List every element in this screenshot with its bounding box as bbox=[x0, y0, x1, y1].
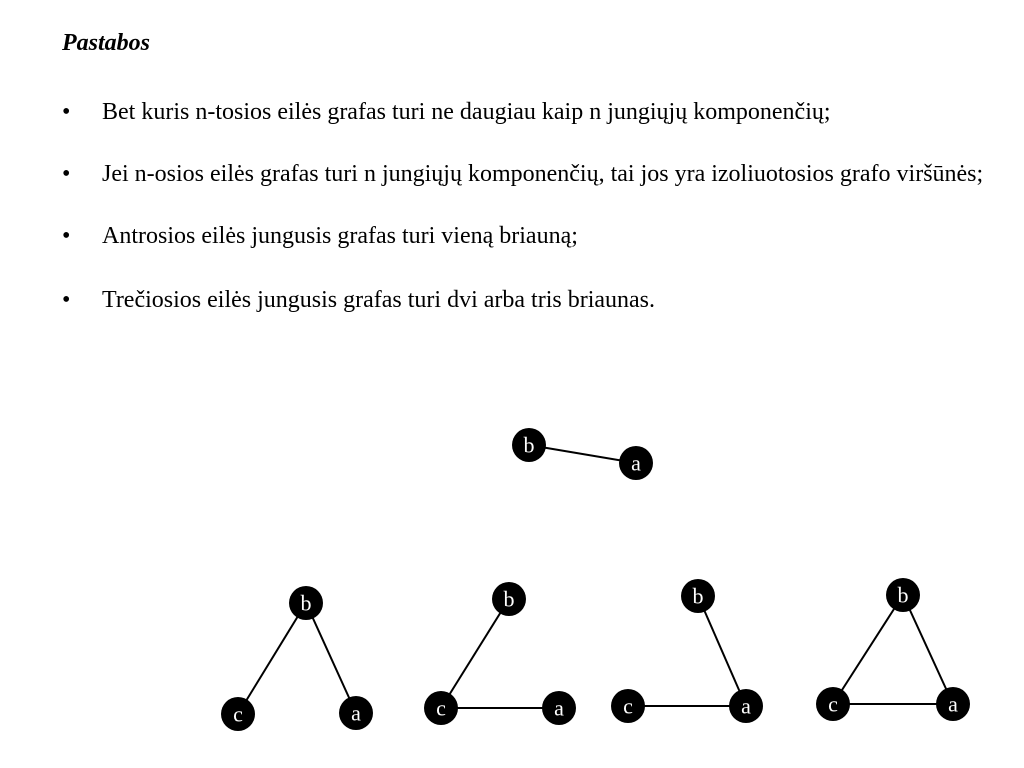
graph-node-label: b bbox=[692, 583, 704, 609]
graph-node-label: c bbox=[623, 693, 633, 719]
graph-node-label: a bbox=[351, 700, 361, 726]
graph-edge-b-c bbox=[238, 603, 306, 714]
bullet-dot: • bbox=[62, 161, 71, 187]
bullet-dot: • bbox=[62, 223, 71, 249]
graph-node-label: b bbox=[897, 582, 909, 608]
bullet-text: Antrosios eilės jungusis grafas turi vieną briauną; bbox=[102, 223, 578, 249]
graph-node-label: b bbox=[523, 432, 535, 458]
graph-1 bbox=[512, 428, 653, 480]
graph-edge-b-c bbox=[441, 599, 509, 708]
graph-node-label: a bbox=[631, 450, 641, 476]
graph-node-label: b bbox=[503, 586, 515, 612]
graph-node-label: a bbox=[948, 691, 958, 717]
graph-node-label: c bbox=[436, 695, 446, 721]
bullet-dot: • bbox=[62, 99, 71, 125]
graph-node-label: c bbox=[233, 701, 243, 727]
bullet-text: Bet kuris n-tosios eilės grafas turi ne daugiau kaip n jungiųjų komponenčių; bbox=[102, 99, 831, 125]
graph-edge-b-a bbox=[698, 596, 746, 706]
slide-title: Pastabos bbox=[62, 30, 151, 56]
bullet-dot: • bbox=[62, 287, 71, 313]
graph-node-label: b bbox=[300, 590, 312, 616]
graph-5 bbox=[816, 578, 970, 721]
bullet-text: Jei n-osios eilės grafas turi n jungiųjų komponenčių, tai jos yra izoliuotosios grafo viršūnės; bbox=[102, 161, 984, 187]
graph-edge-b-a bbox=[903, 595, 953, 704]
graph-edge-b-a bbox=[306, 603, 356, 713]
graph-node-label: a bbox=[554, 695, 564, 721]
graph-4 bbox=[611, 579, 763, 723]
graph-node-label: c bbox=[828, 691, 838, 717]
bullet-text: Trečiosios eilės jungusis grafas turi dvi arba tris briaunas. bbox=[102, 287, 656, 313]
graph-edge-b-c bbox=[833, 595, 903, 704]
graph-node-label: a bbox=[741, 693, 751, 719]
graph-3 bbox=[424, 582, 576, 725]
graph-2 bbox=[221, 586, 373, 731]
